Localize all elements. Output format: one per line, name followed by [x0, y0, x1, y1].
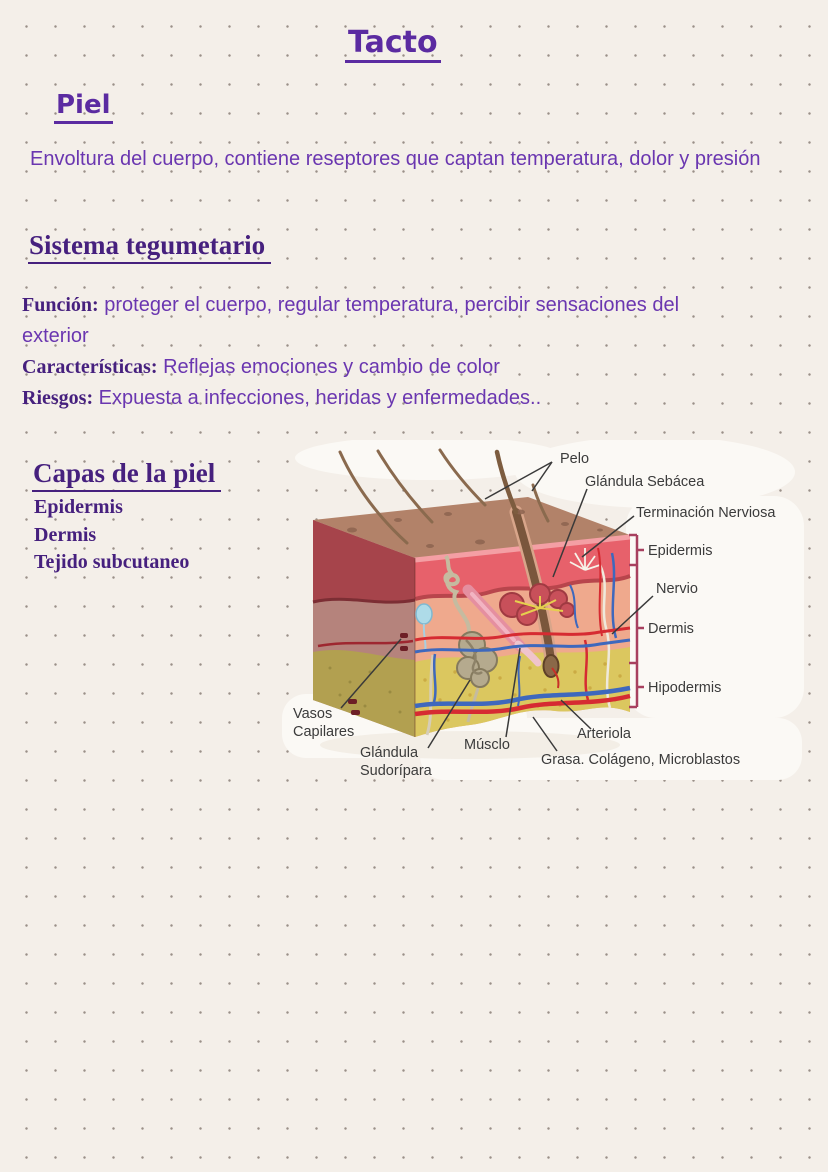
page-title: Tacto: [345, 27, 441, 63]
note-riesgos-label: Riesgos:: [22, 387, 94, 409]
heading-sistema: Sistema tegumetario: [28, 231, 271, 264]
capas-item-epidermis: Epidermis: [34, 496, 123, 518]
piel-body-text: Envoltura del cuerpo, contiene reseptores que captan temperatura, dolor y presión: [30, 148, 761, 170]
note-funcion: [22, 290, 736, 352]
label-glandula-sebacea: Glándula Sebácea: [585, 474, 705, 490]
label-capilares: Capilares: [293, 724, 355, 740]
note-caracteristicas-text: Reflejas emociones y cambio de color: [163, 356, 500, 378]
label-epidermis: Epidermis: [648, 543, 713, 559]
label-hipodermis: Hipodermis: [648, 680, 722, 696]
skin-diagram: [280, 440, 805, 785]
label-pelo: Pelo: [560, 451, 590, 467]
note-funcion-text: proteger el cuerpo, regular temperatura, percibir sensaciones del exterior: [22, 294, 680, 347]
capas-item-dermis: Dermis: [34, 523, 97, 546]
heading-capas: Capas de la piel: [32, 459, 221, 492]
label-glandula-sudoripara-2: Sudorípara: [360, 763, 432, 779]
capas-list: [34, 494, 189, 577]
label-terminacion-nerviosa: Terminación Nerviosa: [636, 505, 776, 521]
label-arteriola: Arteriola: [577, 726, 631, 742]
sistema-notes: [22, 290, 736, 414]
label-dermis: Dermis: [648, 621, 694, 637]
note-caracteristicas-label: Características:: [22, 356, 158, 378]
label-glandula-sudoripara-1: Glándula: [360, 745, 419, 761]
heading-piel: Piel: [54, 92, 113, 124]
note-riesgos: [22, 383, 736, 414]
note-caracteristicas: [22, 352, 736, 383]
label-vasos: Vasos: [293, 706, 333, 722]
label-grasa: Grasa. Colágeno, Microblastos: [541, 752, 741, 768]
note-funcion-label: Función:: [22, 294, 99, 316]
note-riesgos-text: Expuesta a infecciones, heridas y enfermedades..: [98, 387, 542, 409]
label-nervio: Nervio: [656, 581, 698, 597]
label-musculo: Músclo: [464, 737, 510, 753]
capas-item-tejido: Tejido subcutaneo: [34, 551, 190, 573]
